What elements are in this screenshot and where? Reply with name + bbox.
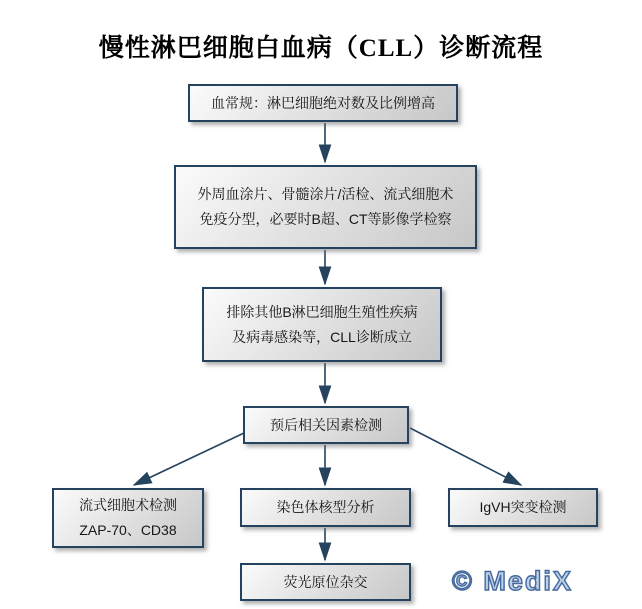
flow-node-karyotype (240, 488, 411, 527)
flow-node-label: 及病毒感染等，CLL诊断成立 (232, 328, 412, 345)
flow-node-label: 预后相关因素检测 (270, 416, 382, 433)
flow-node-label: 流式细胞术检测 (79, 497, 177, 513)
flow-node-label: 排除其他B淋巴细胞生殖性疾病 (226, 303, 418, 320)
flow-node-label: 染色体核型分析 (276, 499, 375, 515)
arrow-prognosis-to-igvh (410, 428, 521, 485)
flow-node-igvh (448, 488, 598, 527)
flow-node-label: 外周血涂片、骨髓涂片/活检、流式细胞术 (197, 186, 454, 202)
flow-node-label: ZAP-70、CD38 (79, 522, 177, 538)
flow-node-workup (174, 165, 477, 249)
flow-node-label: IgVH突变检测 (479, 499, 567, 515)
page-title: 慢性淋巴细胞白血病（CLL）诊断流程 (98, 35, 544, 62)
flow-node-flow-cytometry (52, 488, 204, 548)
medix-watermark-logo: © MediX (452, 566, 573, 596)
flow-node-blood-routine (188, 84, 458, 122)
flow-node-label: 荧光原位杂交 (283, 573, 368, 590)
arrow-prognosis-to-flow (134, 433, 244, 485)
flow-node-label: 免疫分型，必要时B超、CT等影像学检察 (199, 211, 452, 227)
flow-node-exclude-diagnosis (202, 287, 442, 362)
flow-node-prognosis-factors (243, 406, 409, 444)
flow-node-fish (240, 563, 411, 601)
flow-node-label: 血常规：淋巴细胞绝对数及比例增高 (211, 94, 435, 111)
